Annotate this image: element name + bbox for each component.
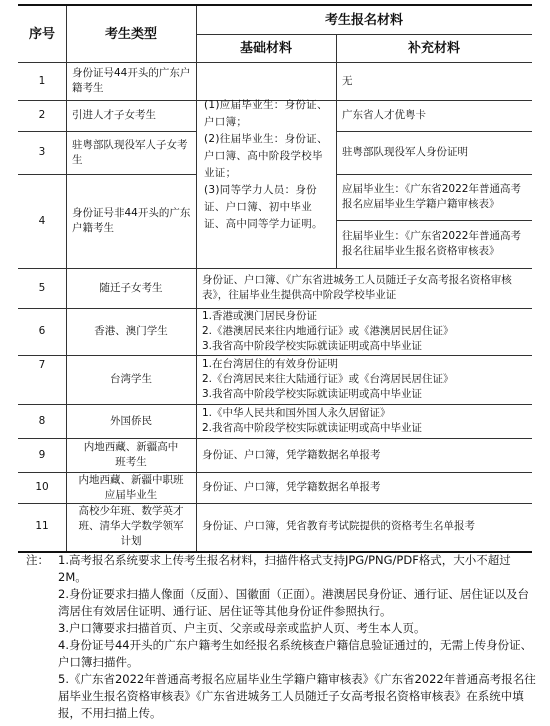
note-text: 1.高考报名系统要求上传考生报名材料，扫描件格式支持JPG/PNG/PDF格式，大小不超过2M。: [58, 553, 511, 584]
materials-table: [18, 4, 532, 553]
note-item: [26, 620, 536, 637]
note-item: [26, 671, 536, 722]
row-number: 2: [38, 109, 46, 121]
row-number: 6: [38, 325, 46, 337]
notes-section: [26, 552, 536, 722]
row-number: 3: [38, 146, 46, 158]
basic-materials-shared: (1)应届毕业生：身份证、户口簿； (2)往届毕业生：身份证、户口簿、高中阶段学校毕业证； (3)同等学力人员：身份证、户口簿、初中毕业证、高中同等学力证明。: [204, 99, 328, 230]
row-number: 9: [38, 448, 46, 461]
row-merged: 身份证、户口簿，凭省教育考试院提供的资格考生名单报考: [202, 519, 475, 532]
header-extra: 补充材料: [407, 40, 460, 56]
note-item: [26, 586, 536, 620]
row-number: 5: [38, 281, 46, 294]
row-type: 内地西藏、新疆中职班应届毕业生: [78, 473, 184, 501]
row-number: 7: [38, 359, 46, 371]
row-extra-former: 往届毕业生：《广东省2022年普通高考报名往届毕业生报名资格审核表》: [342, 230, 521, 257]
row-type: 随迁子女考生: [99, 281, 163, 294]
note-text: 5.《广东省2022年普通高考报名应届毕业生学籍户籍审核表》《广东省2022年普通高考报名往届毕业生报名资格审核表》《广东省进城务工人员随迁子女高考报名资格审核表》在系统中填报，不用扫描上传。: [58, 672, 536, 720]
row-type: 引进人才子女考生: [72, 109, 156, 121]
row-number: 8: [38, 414, 46, 427]
row-type: 身份证号44开头的广东户籍考生: [72, 67, 191, 94]
row-extra: 驻粤部队现役军人身份证明: [342, 146, 468, 158]
note-text: 2.身份证要求扫描人像面（反面）、国徽面（正面）。港澳居民身份证、通行证、居住证以及台湾居住有效居住证明、通行证、居住证等其他身份证件参照执行。: [58, 587, 529, 618]
note-text: 3.户口簿要求扫描首页、户主页、父亲或母亲或监护人页、考生本人页。: [58, 621, 426, 635]
header-type: 考生类型: [104, 26, 157, 42]
row-type: 驻粤部队现役军人子女考生: [72, 138, 188, 166]
row-type: 身份证号非44开头的广东户籍考生: [72, 207, 191, 234]
row-extra: 无: [342, 74, 353, 87]
row-type: 外国侨民: [110, 414, 152, 427]
row-merged: 1.《中华人民共和国外国人永久居留证》 2.我省高中阶段学校实际就读证明或高中毕业证: [202, 407, 423, 434]
row-merged: 身份证、户口簿、《广东省进城务工人员随迁子女高考报名资格审核表》，往届毕业生提供高中阶段学校毕业证: [202, 274, 512, 301]
row-extra-current: 应届毕业生：《广东省2022年普通高考报名应届毕业生学籍户籍审核表》: [342, 183, 521, 210]
row-number: 11: [35, 519, 49, 532]
row-type: 台湾学生: [110, 373, 152, 385]
row-merged: 1.香港或澳门居民身份证 2.《港澳居民来往内地通行证》或《港澳居民居住证》 3.我省高中阶段学校实际就读证明或高中毕业证: [202, 310, 454, 352]
row-number: 1: [38, 74, 46, 87]
row-type: 高校少年班、数学英才班、清华大学数学领军计划: [78, 504, 184, 547]
row-type: 香港、澳门学生: [94, 325, 168, 337]
header-materials: 考生报名材料: [324, 12, 403, 28]
row-merged: 身份证、户口簿，凭学籍数据名单报考: [202, 448, 381, 461]
row-type: 内地西藏、新疆高中班考生: [83, 441, 179, 468]
note-item: [26, 637, 536, 671]
row-number: 10: [35, 481, 49, 493]
row-merged: 身份证、户口簿，凭学籍数据名单报考: [202, 481, 381, 493]
note-item: [26, 552, 536, 586]
row-merged: 1.在台湾居住的有效身份证明 2.《台湾居民来往大陆通行证》或《台湾居民居住证》 3.我省高中阶段学校实际就读证明或高中毕业证: [202, 358, 454, 400]
header-basic: 基础材料: [239, 40, 292, 56]
row-extra: 广东省人才优粤卡: [342, 109, 426, 121]
note-text: 4.身份证号44开头的广东户籍考生如经报名系统核查户籍信息验证通过的，无需上传身份证、户口簿扫描件。: [58, 638, 533, 669]
header-no: 序号: [28, 26, 55, 42]
row-number: 4: [38, 214, 46, 227]
notes-label: 注：: [26, 553, 49, 567]
